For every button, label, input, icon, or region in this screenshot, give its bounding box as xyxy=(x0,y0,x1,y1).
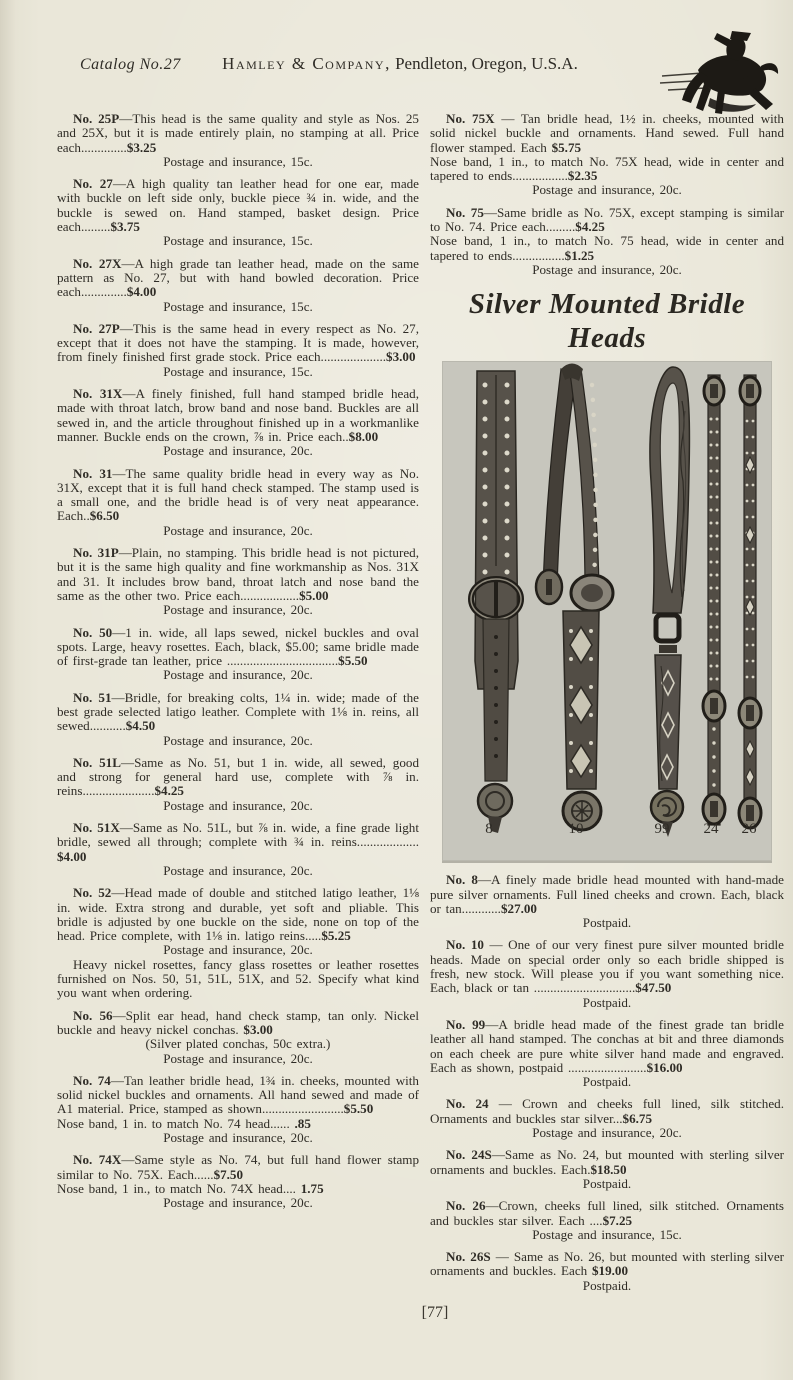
item-price: $4.25 xyxy=(154,783,184,799)
entry-text: No. 75X — Tan bridle head, 1½ in. cheeks, mounted with solid nickel buckle and ornaments. Hand sewed. Full hand flower stamped. Each $5.75 xyxy=(430,111,784,155)
entry-text: No. 31—The same quality bridle head in every way as No. 31X, except that it is full hand check stamped. The stamp used is a small one, and the bridle head is of very neat appearance. Each..$6.50 xyxy=(57,465,419,524)
catalog-entry xyxy=(430,206,784,277)
item-number: No. 26 xyxy=(446,1198,486,1214)
item-price: $19.00 xyxy=(591,1263,628,1279)
catalog-entry xyxy=(430,1250,784,1293)
entry-note: Postpaid. xyxy=(582,1277,632,1293)
bridle-heads-photo xyxy=(442,361,772,863)
entry-text: No. 50—1 in. wide, all laps sewed, nickel buckles and oval spots. Large, heavy rosettes. Each, black, $5.00; same bridle made of first-grade tan leather, price ..................................$5.50 xyxy=(57,624,419,669)
item-number: No. 75 xyxy=(446,204,484,220)
entry-text: No. 24S—Same as No. 24, but mounted with sterling silver ornaments and buckles. Each.$18.50 xyxy=(430,1147,784,1177)
entry-text: No. 74—Tan leather bridle head, 1¾ in. cheeks, mounted with solid nickel buckles and ornaments. All hand sewed and made of A1 material. Price, stamped as shown.........................$5.50 xyxy=(57,1072,419,1117)
section-title: Silver Mounted Bridle Heads xyxy=(468,288,746,355)
company-location: Pendleton, Oregon, U.S.A. xyxy=(395,54,578,73)
entry-text: No. 25P—This head is the same quality and style as Nos. 25 and 25X, but it is made entirely plain, no stamping at all. Price each..............$3.25 xyxy=(57,111,419,155)
item-price: $6.50 xyxy=(89,508,120,524)
entry-text: No. 51L—Same as No. 51, but 1 in. wide, all sewed, good and strong for general hard use, complete with ⅞ in. reins......................$4.25 xyxy=(57,754,419,799)
catalog-entry xyxy=(57,756,419,813)
figure-label-99: 99 xyxy=(654,821,670,838)
catalog-entry xyxy=(430,1148,784,1191)
entry-note: Postage and insurance, 20c. xyxy=(532,182,682,198)
item-price: $47.50 xyxy=(635,980,672,996)
item-price: $3.00 xyxy=(243,1021,273,1037)
item-number: No. 51X xyxy=(73,820,120,836)
entry-note: Postage and insurance, 20c. xyxy=(163,1195,313,1211)
entry-text: No. 51—Bridle, for breaking colts, 1¼ in. wide; made of the best grade selected latigo leather. Complete with 1⅛ in. reins, all sewed...........$4.50 xyxy=(57,689,419,734)
catalog-entry xyxy=(57,691,419,748)
entry-note: (Silver plated conchas, 50c extra.) xyxy=(145,1036,331,1052)
entry-text: No. 74X—Same style as No. 74, but full hand flower stamp similar to No. 75X. Each......$7.50 xyxy=(57,1152,419,1182)
item-price: $7.50 xyxy=(213,1166,244,1182)
entry-note: Postage and insurance, 20c. xyxy=(532,261,682,277)
item-number: No. 27P xyxy=(73,320,120,336)
entry-note: Postage and insurance, 15c. xyxy=(163,153,313,169)
page-number: [77] xyxy=(421,1304,449,1321)
catalog-entry xyxy=(430,1199,784,1242)
entry-note: Postage and insurance, 15c. xyxy=(532,1226,682,1242)
item-price: $4.25 xyxy=(575,219,605,235)
item-number: No. 25P xyxy=(73,111,120,126)
entry-note: Postpaid. xyxy=(582,1074,632,1090)
entry-note: Postpaid. xyxy=(582,1175,632,1191)
entry-note: Postage and insurance, 20c. xyxy=(163,667,313,683)
catalog-entry xyxy=(57,322,419,379)
entry-text: Nose band, 1 in. to match No. 74 head...... .85 xyxy=(57,1115,311,1131)
entry-note: Postage and insurance, 15c. xyxy=(163,298,313,314)
entry-text: No. 27X—A high grade tan leather head, made on the same pattern as No. 27, but with hand bowled decoration. Price each..............$4.00 xyxy=(57,255,419,300)
entry-note: Postage and insurance, 20c. xyxy=(163,1050,313,1066)
catalog-number: Catalog No.27 xyxy=(80,56,181,73)
catalog-entry xyxy=(57,1074,419,1145)
item-price: $5.50 xyxy=(338,653,368,669)
right-column-top-entries xyxy=(430,112,784,277)
catalog-entry xyxy=(57,1153,419,1210)
left-column xyxy=(57,112,419,1218)
item-number: No. 52 xyxy=(73,885,112,901)
entry-note: Postage and insurance, 20c. xyxy=(163,443,313,459)
entry-text: Heavy nickel rosettes, fancy glass rosettes or leather rosettes furnished on Nos. 50, 51, 51L, 51X, and 52. Specify what kind you want when ordering. xyxy=(57,956,419,1001)
item-price: $1.25 xyxy=(564,247,595,263)
item-price: $16.00 xyxy=(646,1059,683,1075)
entry-text: No. 27—A high quality tan leather head for one ear, made with buckle on left side only, buckle piece ¾ in. wide, and the buckle is sewed on. Hand stamped, basket design. Price each.........$3.75 xyxy=(57,176,419,235)
item-number: No. 31X xyxy=(73,386,123,402)
catalog-entry xyxy=(57,626,419,683)
entry-text: Nose band, 1 in., to match No. 75 head, wide in center and tapered to ends................$1.25 xyxy=(430,233,784,263)
item-price: $3.75 xyxy=(110,219,140,235)
catalog-entry xyxy=(430,1097,784,1140)
item-number: No. 51L xyxy=(73,754,121,770)
item-number: No. 10 xyxy=(446,937,484,953)
entry-note: Postage and insurance, 20c. xyxy=(163,522,313,538)
item-price: $5.75 xyxy=(551,139,582,155)
item-number: No. 74X xyxy=(73,1152,122,1168)
item-price: $2.35 xyxy=(567,168,598,184)
item-price: $4.00 xyxy=(57,848,87,864)
bridle-heads-figure xyxy=(442,361,772,861)
item-price: .85 xyxy=(294,1115,311,1131)
bucking-horse-cowboy-illustration xyxy=(658,20,790,118)
catalog-entry xyxy=(430,1018,784,1089)
entry-text: No. 10 — One of our very finest pure silver mounted bridle heads. Made on special order only so each bridle shipped is fresh, new stock. Will please you if you want something nice. Each, black or tan ...............................$47.50 xyxy=(430,937,784,996)
item-price: $5.00 xyxy=(299,587,329,603)
item-number: No. 75X xyxy=(446,111,495,126)
figure-label-8: 8 xyxy=(485,821,493,838)
item-number: No. 99 xyxy=(446,1016,486,1032)
entry-note: Postage and insurance, 15c. xyxy=(163,233,313,249)
entry-text: No. 26—Crown, cheeks full lined, silk stitched. Ornaments and buckles star silver. Each ....$7.25 xyxy=(430,1198,784,1228)
entry-text: No. 99—A bridle head made of the finest grade tan bridle leather all hand stamped. The conchas at bit and three diamonds on each cheek are pure white silver hand made and engraved. Each as shown, postpaid ........................$16.00 xyxy=(430,1016,784,1075)
entry-note: Postage and insurance, 20c. xyxy=(532,1125,682,1141)
item-number: No. 31 xyxy=(73,465,113,481)
entry-note: Postage and insurance, 20c. xyxy=(163,862,313,878)
item-price: $4.50 xyxy=(125,718,156,734)
page-header-company xyxy=(130,54,670,74)
figure-label-24: 24 xyxy=(703,821,719,838)
item-number: No. 27X xyxy=(73,255,122,271)
catalog-entry xyxy=(430,938,784,1009)
figure-label-10: 10 xyxy=(568,821,584,838)
item-number: No. 26S xyxy=(446,1249,491,1265)
entry-note: Postage and insurance, 20c. xyxy=(163,797,313,813)
entry-text: No. 24 — Crown and cheeks full lined, silk stitched. Ornaments and buckles star silver...$6.75 xyxy=(430,1096,784,1126)
catalog-entry xyxy=(57,886,419,1000)
item-price: $27.00 xyxy=(500,900,537,916)
entry-text: No. 56—Split ear head, hand check stamp, tan only. Nickel buckle and heavy nickel conchas. $3.00 xyxy=(57,1007,419,1037)
right-column xyxy=(430,112,784,1301)
catalog-entry xyxy=(57,257,419,314)
item-price: $3.25 xyxy=(126,139,157,155)
entry-text: No. 31X—A finely finished, full hand stamped bridle head, made with throat latch, brow band and nose band. Buckles are all sewed in, and the article throughout finished up in a workmanlike manner. Buckle ends on the crown, ⅞ in. Price each..$8.00 xyxy=(57,386,419,444)
entry-text: No. 8—A finely made bridle head mounted with hand-made pure silver ornaments. Full lined cheeks and crown. Each, black or tan............$27.00 xyxy=(430,872,784,916)
item-number: No. 74 xyxy=(73,1072,111,1088)
item-price: $18.50 xyxy=(590,1161,627,1177)
item-price: 1.75 xyxy=(300,1180,324,1196)
entry-note: Postage and insurance, 20c. xyxy=(163,732,313,748)
entry-text: No. 31P—Plain, no stamping. This bridle head is not pictured, but it is the same high quality and fine workmanship as Nos. 31X and 31. It includes brow band, throat latch and nose band the same as the other two. Price each..................$5.00 xyxy=(57,545,419,603)
item-number: No. 27 xyxy=(73,176,113,192)
item-number: No. 51 xyxy=(73,689,112,705)
catalog-entry xyxy=(57,821,419,878)
entry-text: No. 52—Head made of double and stitched latigo leather, 1⅛ in. wide. Extra strong and durable, yet soft and pliable. This bridle is adjusted by one buckle on the side, none on top of the head. Price complete, with 1⅛ in. latigo reins.....$5.25 xyxy=(57,885,419,944)
catalog-entry xyxy=(430,873,784,930)
item-price: $5.50 xyxy=(343,1101,374,1117)
item-price: $4.00 xyxy=(126,284,157,300)
entry-note: Postpaid. xyxy=(582,915,632,931)
entry-note: Postpaid. xyxy=(582,994,632,1010)
item-price: $3.00 xyxy=(386,349,416,365)
figure-label-26: 26 xyxy=(741,821,757,838)
item-price: $7.25 xyxy=(602,1212,633,1228)
item-price: $5.25 xyxy=(321,928,351,944)
catalog-entry xyxy=(57,1009,419,1066)
entry-text: No. 26S — Same as No. 26, but mounted with sterling silver ornaments and buckles. Each $19.00 xyxy=(430,1249,784,1279)
catalog-entry xyxy=(57,112,419,169)
item-number: No. 31P xyxy=(73,545,119,561)
entry-note: Postage and insurance, 20c. xyxy=(163,942,313,958)
catalog-entry xyxy=(57,177,419,248)
entry-note: Postage and insurance, 20c. xyxy=(163,1130,313,1145)
company-name: Hamley & Company, xyxy=(222,54,391,73)
catalog-entry xyxy=(57,467,419,538)
item-price: $8.00 xyxy=(348,428,379,444)
entry-text: No. 27P—This is the same head in every respect as No. 27, except that it does not have the stamping. It is made, however, from finely finished first grade stock. Price each....................$3.00 xyxy=(57,320,419,365)
item-number: No. 50 xyxy=(73,624,113,640)
item-number: No. 8 xyxy=(446,872,478,888)
entry-text: Nose band, 1 in., to match No. 75X head, wide in center and tapered to ends.................$2.35 xyxy=(430,153,784,184)
item-number: No. 24S xyxy=(446,1147,492,1163)
item-number: No. 56 xyxy=(73,1007,113,1023)
catalog-entry xyxy=(430,112,784,198)
right-column-bottom-entries xyxy=(430,873,784,1293)
entry-note: Postage and insurance, 20c. xyxy=(163,602,313,618)
entry-text: No. 51X—Same as No. 51L, but ⅞ in. wide, a fine grade light bridle, sewed all through; complete with ¾ in. reins................... $4.00 xyxy=(57,820,419,864)
catalog-entry xyxy=(57,546,419,617)
entry-note: Postage and insurance, 15c. xyxy=(163,363,313,379)
item-number: No. 24 xyxy=(446,1096,489,1112)
entry-text: No. 75—Same bridle as No. 75X, except stamping is similar to No. 74. Price each.........$4.25 xyxy=(430,204,784,235)
entry-text: Nose band, 1 in., to match No. 74X head.... 1.75 xyxy=(57,1180,324,1196)
catalog-entry xyxy=(57,387,419,458)
item-price: $6.75 xyxy=(622,1110,653,1126)
